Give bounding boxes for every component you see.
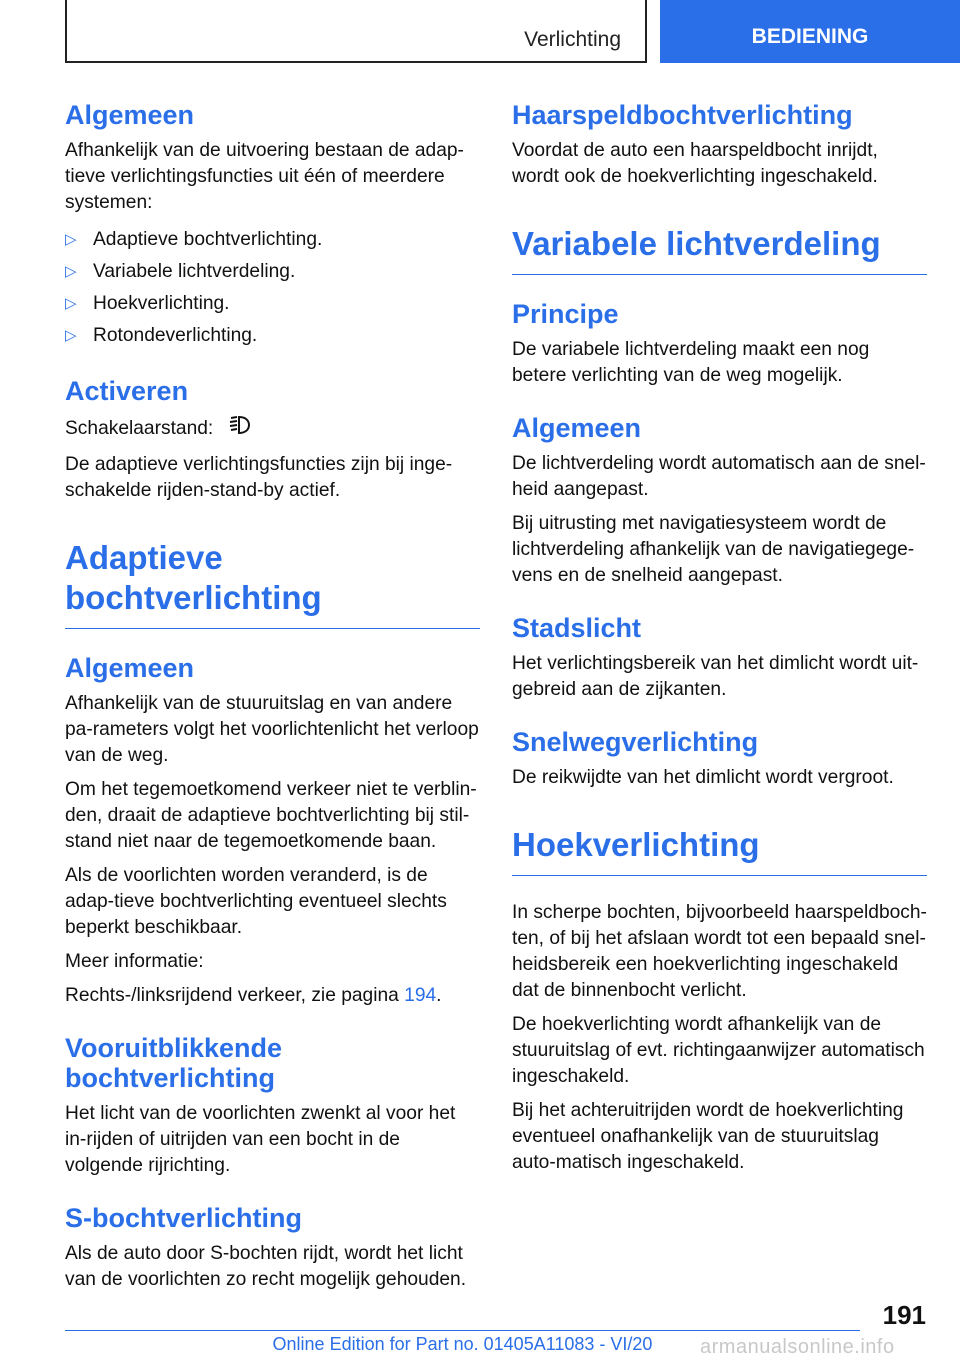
- header-section-title: Verlichting: [524, 28, 621, 51]
- bullet-list: [65, 224, 480, 352]
- heading-adaptieve-bochtverlichting: Adaptieve bochtverlichting: [65, 538, 480, 629]
- paragraph: Voordat de auto een haarspeldbocht inrijdt, wordt ook de hoekverlichting ingeschakeld.: [512, 140, 878, 187]
- triangle-right-icon: ▷: [65, 295, 77, 312]
- heading-algemeen: Algemeen: [65, 653, 195, 683]
- right-column: [512, 100, 927, 1176]
- paragraph: Om het tegemoetkomend verkeer niet te verblin-den, draait de adaptieve bochtverlichting bij stil-stand niet naar de tegemoetkomende baan.: [65, 779, 477, 852]
- heading-vooruitblikkende-bochtverlichting: Vooruitblikkende bochtverlichting: [65, 1033, 283, 1093]
- heading-stadslicht: Stadslicht: [512, 613, 642, 643]
- page-link[interactable]: 194: [404, 985, 437, 1006]
- list-item: [65, 256, 480, 288]
- left-column: [65, 100, 480, 1293]
- paragraph: De variabele lichtverdeling maakt een nog betere verlichting van de weg mogelijk.: [512, 339, 870, 386]
- heading-hoekverlichting: Hoekverlichting: [512, 825, 927, 876]
- heading-activeren: Activeren: [65, 376, 189, 406]
- list-item-text: Variabele lichtverdeling.: [93, 261, 296, 282]
- paragraph: De hoekverlichting wordt afhankelijk van de stuuruitslag of evt. richtingaanwijzer automatisch ingeschakeld.: [512, 1014, 925, 1087]
- heading-variabele-lichtverdeling: Variabele lichtverdeling: [512, 224, 927, 275]
- triangle-right-icon: ▷: [65, 263, 77, 280]
- reference-text: Rechts-/linksrijdend verkeer, zie pagina: [65, 985, 405, 1006]
- auto-headlight-icon: [225, 414, 253, 444]
- paragraph: Het verlichtingsbereik van het dimlicht wordt uit-gebreid aan de zijkanten.: [512, 653, 919, 700]
- paragraph: Afhankelijk van de uitvoering bestaan de adap-tieve verlichtingsfuncties uit één of meerdere systemen:: [65, 140, 464, 213]
- footer-divider: [65, 1330, 860, 1331]
- paragraph: Afhankelijk van de stuuruitslag en van andere pa-rameters volgt het voorlichtenlicht het verloop van de weg.: [65, 693, 479, 766]
- paragraph: Als de auto door S-bochten rijdt, wordt het licht van de voorlichten zo recht mogelijk gehouden.: [65, 1243, 467, 1290]
- list-item: [65, 224, 480, 256]
- watermark-logo: armanualsonline.info: [700, 1336, 895, 1358]
- paragraph: De lichtverdeling wordt automatisch aan de snel-heid aangepast.: [512, 453, 926, 500]
- reference-end: .: [436, 985, 442, 1006]
- page-number: 191: [882, 1300, 926, 1330]
- footer-edition: Online Edition for Part no. 01405A11083 - VI/20: [272, 1334, 653, 1354]
- triangle-right-icon: ▷: [65, 231, 77, 248]
- heading-haarspeldbochtverlichting: Haarspeldbochtverlichting: [512, 100, 853, 130]
- triangle-right-icon: ▷: [65, 327, 77, 344]
- list-item: [65, 288, 480, 320]
- switch-position-label: Schakelaarstand:: [65, 418, 214, 440]
- paragraph: [65, 414, 480, 444]
- paragraph: [65, 983, 480, 1009]
- paragraph: Het licht van de voorlichten zwenkt al voor het in-rijden of uitrijden van een bocht in de volgende rijrichting.: [65, 1103, 456, 1176]
- heading-principe: Principe: [512, 299, 619, 329]
- heading-snelwegverlichting: Snelwegverlichting: [512, 727, 759, 757]
- list-item-text: Rotondeverlichting.: [93, 325, 258, 346]
- paragraph: De reikwijdte van het dimlicht wordt vergroot.: [512, 767, 894, 788]
- list-item: [65, 320, 480, 352]
- list-item-text: Adaptieve bochtverlichting.: [93, 229, 323, 250]
- header-chapter-tab[interactable]: BEDIENING: [660, 0, 960, 63]
- paragraph: Meer informatie:: [65, 951, 204, 972]
- heading-algemeen: Algemeen: [65, 100, 195, 130]
- paragraph: Bij uitrusting met navigatiesysteem wordt de lichtverdeling afhankelijk van de navigatiegege-vens en de snelheid aangepast.: [512, 513, 915, 586]
- heading-s-bochtverlichting: S-bochtverlichting: [65, 1203, 303, 1233]
- header-section-box: [65, 0, 647, 63]
- paragraph: Als de voorlichten worden veranderd, is de adap-tieve bochtverlichting eventueel slechts beperkt beschikbaar.: [65, 865, 447, 938]
- paragraph: Bij het achteruitrijden wordt de hoekverlichting eventueel onafhankelijk van de stuuruitslag auto-matisch ingeschakeld.: [512, 1100, 904, 1173]
- paragraph: De adaptieve verlichtingsfuncties zijn bij inge-schakelde rijden-stand-by actief.: [65, 454, 453, 501]
- list-item-text: Hoekverlichting.: [93, 293, 230, 314]
- paragraph: In scherpe bochten, bijvoorbeeld haarspeldboch-ten, of bij het afslaan wordt tot een bepaald snel-heidsbereik een hoekverlichting ingeschakeld dat de binnenbocht verlicht.: [512, 902, 927, 1001]
- heading-algemeen: Algemeen: [512, 413, 642, 443]
